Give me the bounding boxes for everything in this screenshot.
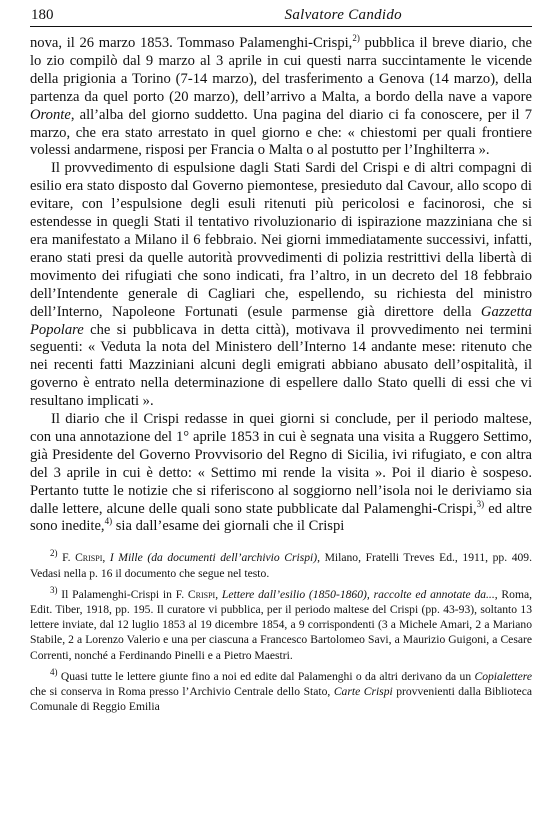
italic-text: Copialettere [474, 669, 532, 683]
italic-text: Lettere dall’esilio (1850-1860), raccolte ed annotate da... [221, 587, 495, 601]
footnote-marker: 3) [476, 498, 485, 509]
page-number: 180 [31, 7, 54, 23]
footnote [30, 666, 532, 715]
text-run: , Milano, Fratelli Treves Ed., 1911, pp. 409. Vedasi nella p. 16 il documento che segue nel testo. [30, 551, 532, 580]
footnote-marker: 2) [352, 33, 360, 44]
text-run: nova, il 26 marzo 1853. Tommaso Palamenghi-Crispi, [30, 35, 353, 51]
main-text [30, 35, 532, 536]
running-title: Salvatore Candido [284, 7, 402, 23]
footnote-marker: 4) [104, 516, 113, 527]
italic-text: Carte Crispi [333, 685, 393, 698]
paragraph [30, 35, 532, 160]
footnote-marker: 4) [50, 666, 58, 677]
text-run: Crispi [75, 551, 103, 565]
text-run: , [215, 587, 222, 601]
paragraph [30, 160, 532, 411]
text-run: Quasi tutte le lettere giunte fino a noi ed edite dal Palamenghi o da altri derivano da un [57, 669, 475, 683]
text-run: che si conserva in Roma presso l’Archivio Centrale dello Stato, [30, 685, 334, 698]
text-run: , [102, 551, 110, 565]
text-run: sia dall’esame dei giornali che il Crispi [112, 518, 345, 535]
text-run: che si pubblicava in detta città), motivava il provvedimento nei termini seguenti: « Veduta la nota del Ministero dell’Interno 14 andante mese: ritenuto che nei recenti fatti Mazziniani alcuni degli emigrati abbiano abusato dell’ospitalità, il governo è entrato nella determinazione di espellere dallo Stato quelli di essi che vi resultano implicati ». [30, 321, 532, 410]
text-run: Il Palamenghi-Crispi in F. [57, 587, 188, 601]
text-run: Il diario che il Crispi redasse in quei giorni si conclude, per il periodo maltese, con una annotazione del 1° aprile 1853 in cui è segnata una visita a Ruggero Settimo, già Presidente del Governo Provvisorio del Regno di Sicilia, ivi rifugiato, e con altra del 3 aprile in cui è detto: « Settimo mi rende la visita ». Poi il diario è sospeso. Pertanto tutte le notizie che si riferiscono al soggiorno nell’isola noi le deriviamo sia dalle lettere, alcune delle quali sono state pubblicate dal Palamenghi-Crispi, [30, 411, 532, 517]
text-run: , all’alba del giorno suddetto. Una pagina del diario ci fa conoscere, per il 7 marzo, che era stato arrestato in quel giorno e che: « chiestomi per quali frontiere volessi andarmene, risposi per Francia o Malta o al postutto per l’Inghilterra ». [30, 106, 532, 159]
footnote [30, 550, 532, 580]
running-header [30, 6, 532, 27]
footnotes [30, 550, 532, 714]
paragraph [30, 411, 532, 536]
text-run: pubblica il breve diario, che lo zio compilò dal 9 marzo al 3 aprile in cui questi narra succintamente le vicende della prigionia a Torino (7-14 marzo), del trasferimento a Genova (14 marzo), della partenza da quel porto (20 marzo), dell’arrivo a Malta, a bordo della nave a vapore [30, 35, 532, 105]
italic-text: Gazzetta Popolare [30, 303, 532, 338]
footnote [30, 584, 533, 663]
text-run: ed altre sono inedite, [30, 500, 532, 535]
footnote-marker: 2) [50, 548, 58, 559]
text-run: provvenienti dalla Biblioteca Comunale di Reggio Emilia [30, 685, 532, 714]
italic-text: I Mille (da documenti dell’archivio Crispi) [109, 551, 318, 565]
text-run: F. [57, 551, 76, 565]
footnote-marker: 3) [50, 584, 58, 595]
text-run: Crispi [187, 587, 216, 601]
book-page [30, 6, 532, 720]
italic-text: Oronte [30, 106, 71, 123]
text-run: Il provvedimento di espulsione dagli Stati Sardi del Crispi e di altri compagni di esilio era stato disposto dal Governo piemontese, presieduto dal Cavour, allo scopo di evitare, con l’espulsione degli esuli ritenuti più pericolosi e facinorosi, che si estendesse in quegli Stati il tentativo rivoluzionario di ispirazione mazziniana che si era manifestato a Milano il 6 febbraio. Nei giorni immediatamente successivi, infatti, erano stati presi da quelle autorità provvedimenti di polizia restrittivi della libertà di movimento dei rifugiati che sono indicati, fra l’altro, in un decreto del 18 febbraio dell’Intendente generale di Cagliari che, espellendo, su richiesta del ministro dell’Interno, Napoleone Fortunati (esule parmense già direttore della [30, 160, 532, 320]
text-run: , Roma, Edit. Tiber, 1918, pp. 195. Il curatore vi pubblica, per il periodo maltese del Crispi (pp. 43-93), soltanto 13 lettere inviate, dal 12 luglio 1853 al 19 dicembre 1854, a 9 corrispondenti (3 a Michele Amari, 2 a Mariano Stabile, 2 a Lorenzo Valerio e una per ciascuna a Francesco Bartolomeo Savi, a Maurizio Guigoni, a Cesare Correnti, nonché a Ferdinando Pinelli e a Pietro Maestri. [30, 587, 533, 662]
